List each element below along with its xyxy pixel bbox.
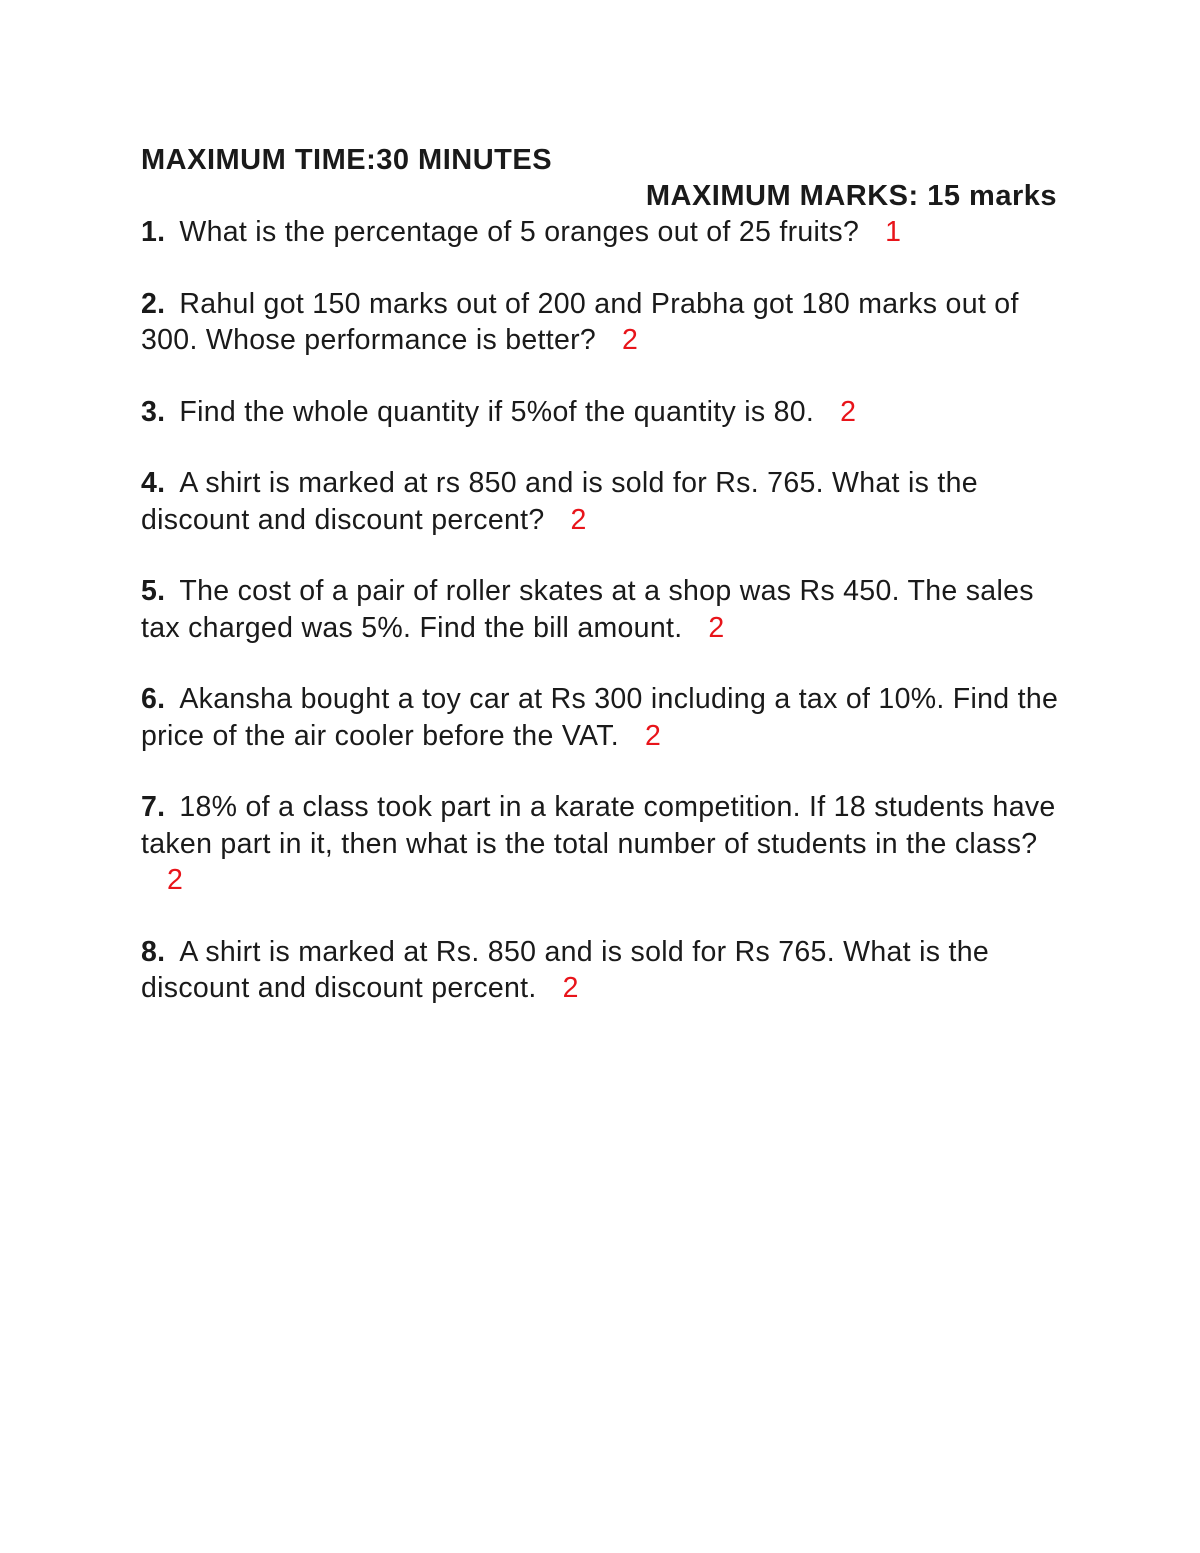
question-number: 1. — [141, 216, 166, 248]
question-marks: 2 — [644, 719, 662, 752]
question-text: 18% of a class took part in a karate competition. If 18 students have taken part in it, then what is the total number of students in the class? — [141, 791, 1056, 860]
question-text: The cost of a pair of roller skates at a shop was Rs 450. The sales tax charged was 5%. Find the bill amount. — [141, 575, 1034, 644]
question-5 — [141, 573, 1061, 646]
question-list — [141, 214, 1061, 1042]
question-number: 2. — [141, 287, 166, 320]
question-number: 3. — [141, 395, 166, 428]
question-number: 8. — [141, 935, 166, 968]
question-number: 7. — [141, 791, 166, 823]
question-marks: 2 — [708, 611, 725, 644]
question-7 — [141, 789, 1061, 899]
maximum-time: MAXIMUM TIME:30 MINUTES — [141, 144, 553, 176]
question-number: 4. — [141, 467, 166, 499]
question-3 — [141, 394, 1061, 431]
question-6 — [141, 681, 1061, 754]
question-text: A shirt is marked at rs 850 and is sold for Rs. 765. What is the discount and discount percent? — [141, 467, 978, 536]
question-text: Akansha bought a toy car at Rs 300 including a tax of 10%. Find the price of the air cooler before the VAT. — [141, 683, 1059, 752]
maximum-marks: MAXIMUM MARKS: 15 marks — [645, 180, 1057, 212]
question-marks: 1 — [885, 216, 902, 248]
question-number: 5. — [141, 575, 166, 607]
question-text: A shirt is marked at Rs. 850 and is sold for Rs 765. What is the discount and discount percent. — [141, 935, 990, 1004]
question-marks: 2 — [562, 972, 579, 1004]
question-8 — [141, 934, 1061, 1007]
question-text: What is the percentage of 5 oranges out of 25 fruits? — [179, 216, 860, 248]
question-marks: 2 — [167, 864, 184, 896]
question-2 — [141, 286, 1061, 359]
question-number: 6. — [141, 683, 166, 715]
question-text: Find the whole quantity if 5%of the quantity is 80. — [179, 395, 815, 428]
question-text: Rahul got 150 marks out of 200 and Prabha got 180 marks out of 300. Whose performance is better? — [141, 287, 1019, 356]
question-marks: 2 — [840, 395, 857, 428]
question-1 — [141, 214, 1061, 251]
question-marks: 2 — [570, 503, 587, 536]
question-marks: 2 — [622, 324, 639, 356]
question-4 — [141, 465, 1061, 538]
